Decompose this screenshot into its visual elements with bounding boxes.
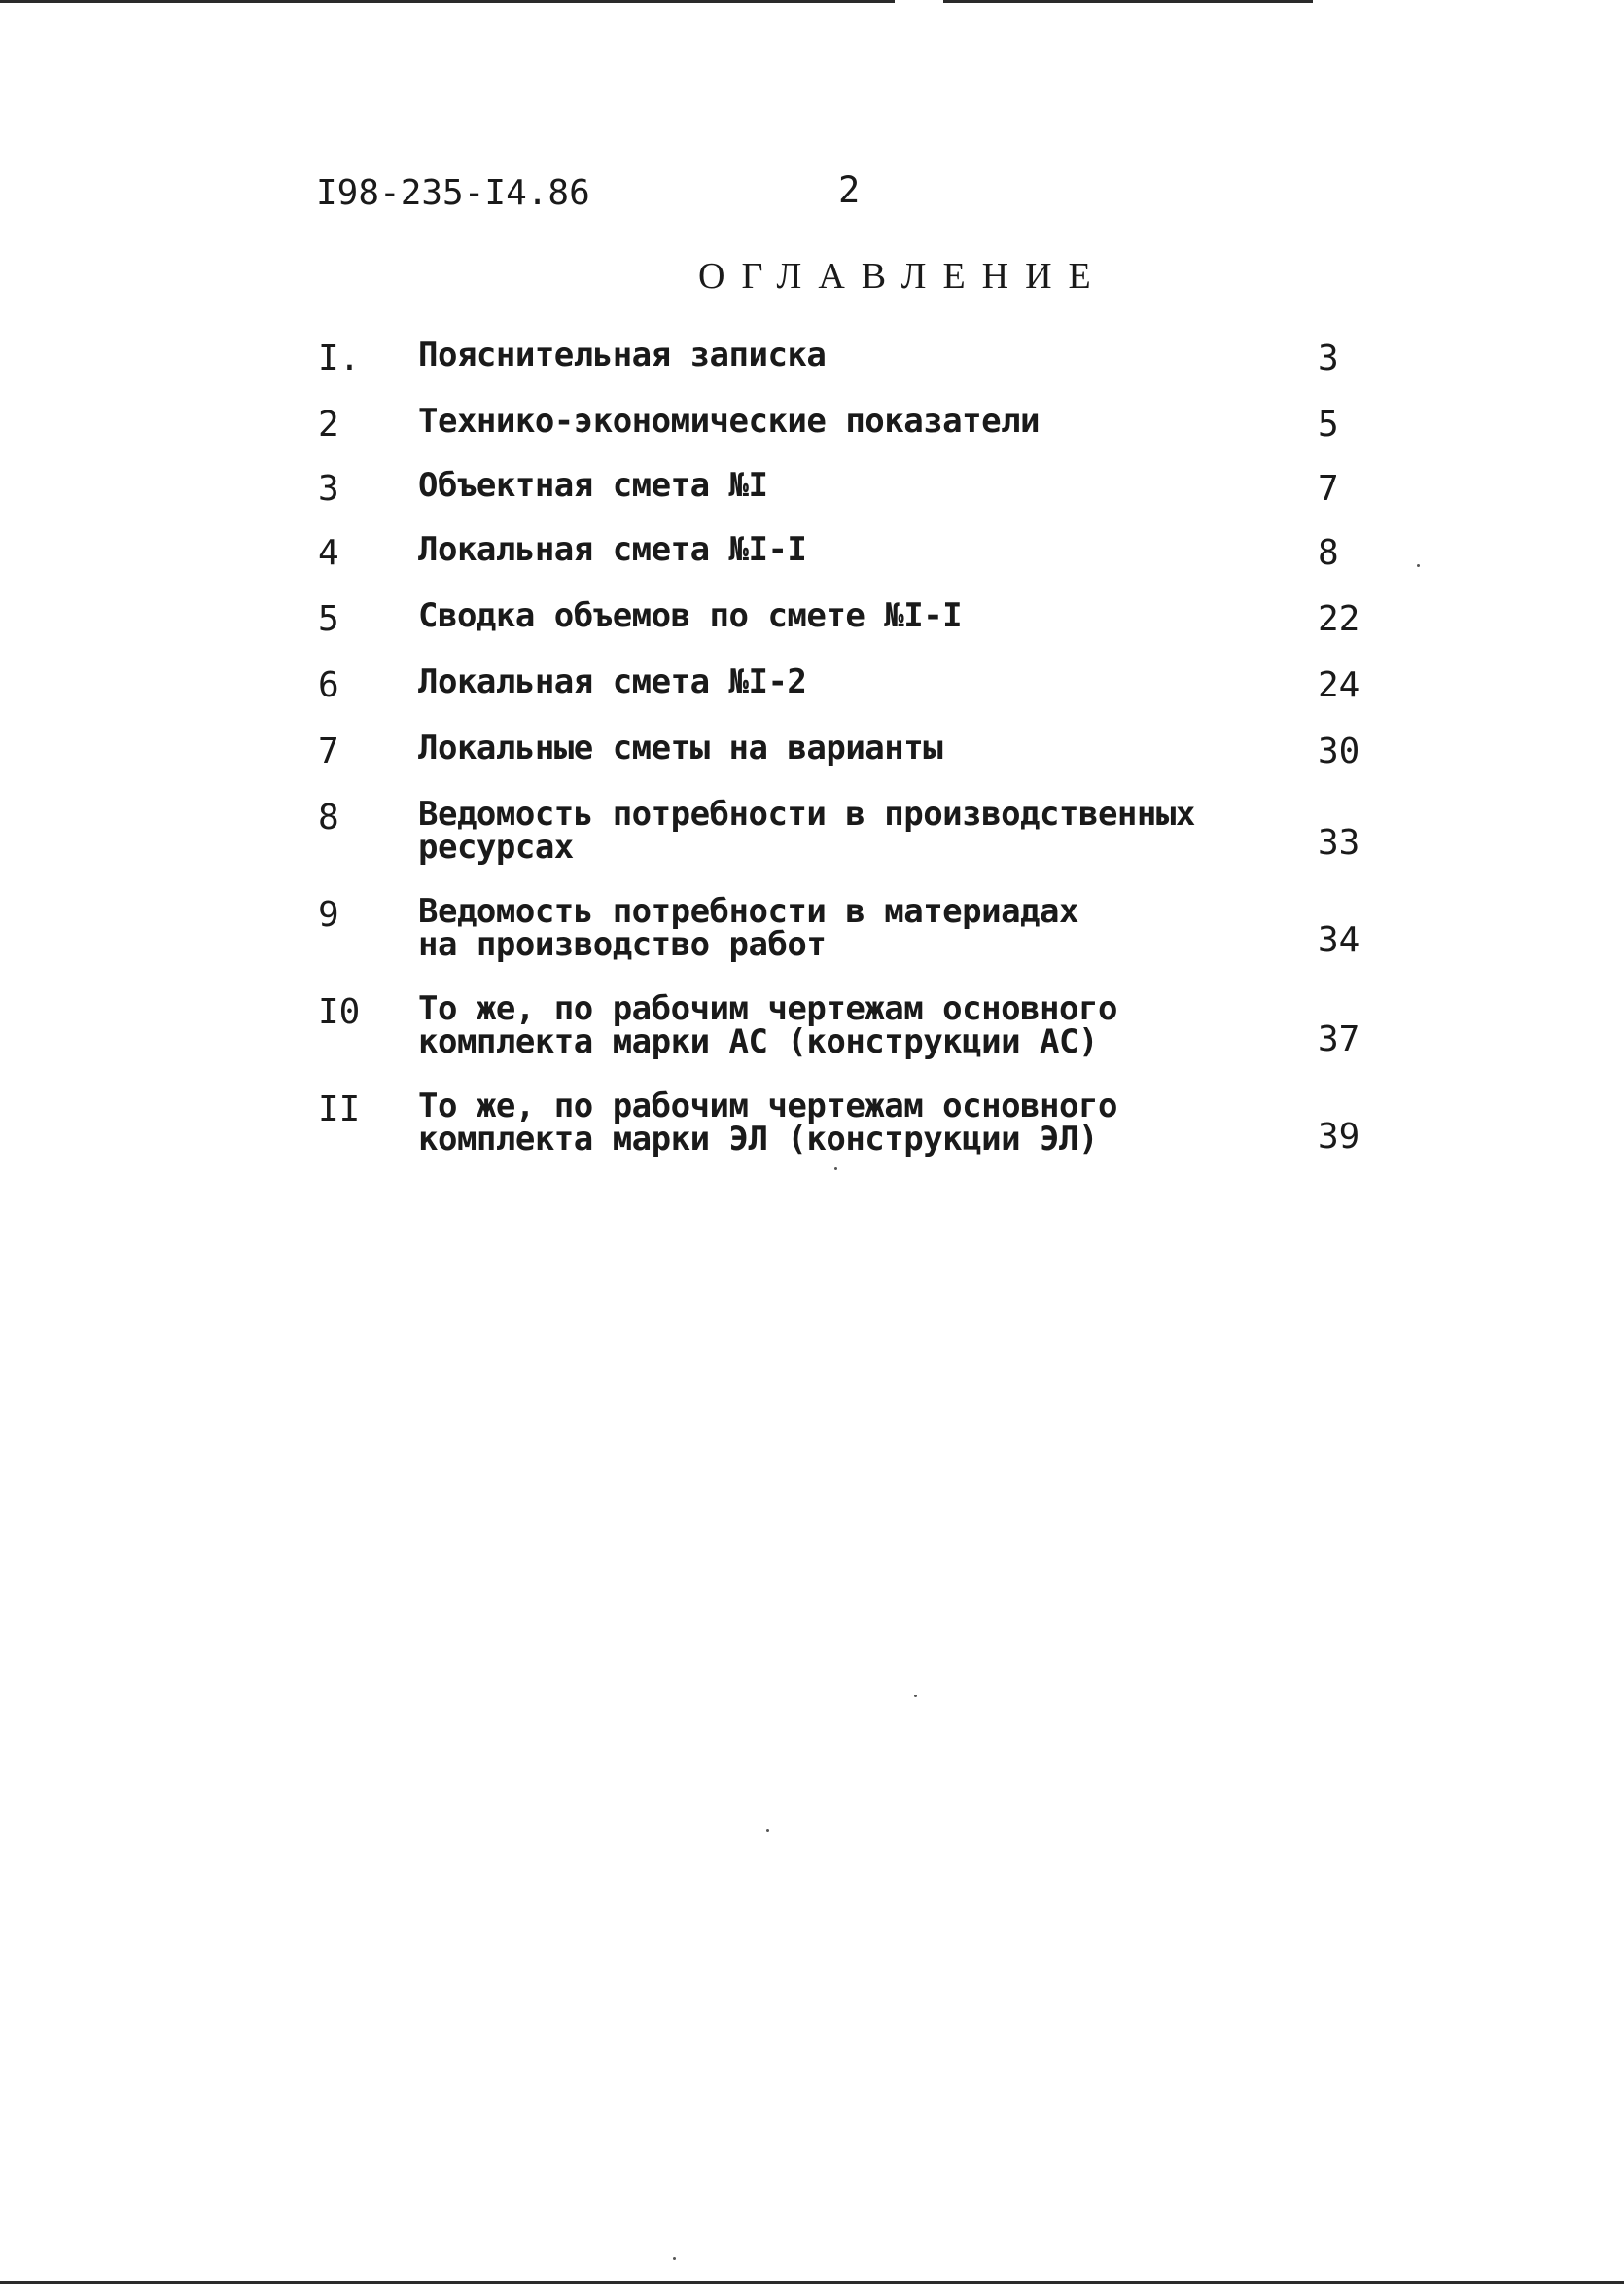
document-code: I98-235-I4.86 bbox=[316, 173, 590, 213]
toc-item-page: 37 bbox=[1318, 1019, 1360, 1059]
toc-item-number: I0 bbox=[318, 992, 361, 1032]
page-number: 2 bbox=[838, 169, 861, 211]
toc-item-number: 4 bbox=[318, 533, 339, 573]
toc-item-title: Локальная смета №I-2 bbox=[418, 662, 807, 701]
toc-item-title: Объектная смета №I bbox=[418, 466, 768, 505]
toc-item-number: 3 bbox=[318, 469, 339, 509]
toc-item-title: То же, по рабочим чертежам основного комплекта марки ЭЛ (конструкции ЭЛ) bbox=[418, 1087, 1117, 1159]
toc-item-page: 39 bbox=[1318, 1117, 1360, 1157]
toc-item-number: 6 bbox=[318, 665, 339, 705]
toc-item-page: 5 bbox=[1318, 405, 1339, 445]
toc-item-title: Локальная смета №I-I bbox=[418, 530, 807, 569]
toc-item-page: 30 bbox=[1318, 732, 1360, 771]
toc-item-page: 3 bbox=[1318, 339, 1339, 378]
toc-item-number: I. bbox=[318, 339, 361, 378]
toc-item-page: 24 bbox=[1318, 665, 1360, 705]
toc-item-title: Локальные сметы на варианты bbox=[418, 729, 943, 767]
toc-item-title: Ведомость потребности в производственных ресурсах bbox=[418, 795, 1195, 867]
toc-item-number: II bbox=[318, 1089, 361, 1129]
toc-item-number: 5 bbox=[318, 599, 339, 639]
toc-item-page: 22 bbox=[1318, 599, 1360, 639]
toc-item-page: 33 bbox=[1318, 823, 1360, 863]
toc-title: ОГЛАВЛЕНИЕ bbox=[698, 256, 1108, 297]
toc-item-number: 9 bbox=[318, 895, 339, 935]
toc-item-title: Сводка объемов по смете №I-I bbox=[418, 596, 963, 635]
toc-item-number: 7 bbox=[318, 732, 339, 771]
toc-item-number: 8 bbox=[318, 798, 339, 838]
toc-item-page: 34 bbox=[1318, 920, 1360, 960]
toc-item-title: Ведомость потребности в материадах на производство работ bbox=[418, 892, 1078, 964]
toc-item-page: 8 bbox=[1318, 533, 1339, 573]
toc-item-page: 7 bbox=[1318, 469, 1339, 509]
toc-item-title: Технико-экономические показатели bbox=[418, 402, 1041, 441]
toc-item-title: То же, по рабочим чертежам основного комплекта марки АС (конструкции АС) bbox=[418, 989, 1117, 1061]
toc-item-title: Пояснительная записка bbox=[418, 336, 827, 375]
toc-item-number: 2 bbox=[318, 405, 339, 445]
